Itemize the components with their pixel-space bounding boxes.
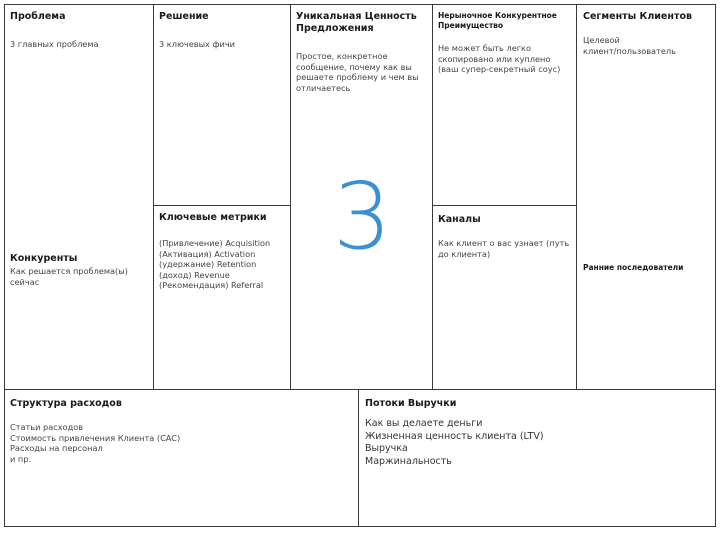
cost-structure-block: [4, 389, 360, 527]
competitors-text: Как решается проблема(ы) сейчас: [10, 266, 128, 287]
revenue-streams-title: Потоки Выручки: [365, 398, 457, 409]
unfair-advantage-title: Нерыночное Конкурентное Преимущество: [438, 11, 557, 30]
unfair-advantage-block: [432, 4, 578, 207]
early-adopters-title: Ранние последователи: [583, 263, 684, 272]
unfair-advantage-text: Не может быть легко скопировано или куплено (ваш супер-секретный соус): [438, 43, 561, 74]
revenue-streams-text: Как вы делаете деньги Жизненная ценность клиента (LTV) Выручка Маржинальность: [365, 418, 544, 467]
customer-segments-block: [576, 4, 716, 391]
customer-segments-title: Сегменты Клиентов: [583, 11, 692, 22]
uvp-block: [290, 4, 434, 391]
problem-block: [4, 4, 154, 391]
channels-block: [432, 205, 578, 391]
revenue-streams-block: [358, 389, 716, 527]
solution-title: Решение: [159, 11, 209, 22]
uvp-number: 3: [333, 163, 392, 270]
key-metrics-title: Ключевые метрики: [159, 212, 267, 223]
problem-title: Проблема: [10, 11, 66, 22]
solution-text: 3 ключевых фичи: [159, 39, 235, 49]
uvp-title: Уникальная Ценность Предложения: [296, 11, 417, 34]
channels-title: Каналы: [438, 214, 481, 225]
customer-segments-text: Целевой клиент/пользователь: [583, 35, 676, 56]
competitors-title: Конкуренты: [10, 253, 78, 264]
solution-block: [153, 4, 292, 207]
uvp-text: Простое, конкретное сообщение, почему как вы решаете проблему и чем вы отличаетесь: [296, 51, 419, 93]
key-metrics-block: [153, 205, 292, 391]
cost-structure-text: Статьи расходов Стоимость привлечения Клиента (CAC) Расходы на персонал и пр.: [10, 422, 181, 464]
cost-structure-title: Структура расходов: [10, 398, 122, 409]
problem-text: 3 главных проблема: [10, 39, 99, 49]
key-metrics-text: (Привлечение) Acquisition (Активация) Activation (удержание) Retention (доход) Revenue (Рекомендация) Referral: [159, 238, 271, 290]
channels-text: Как клиент о вас узнает (путь до клиента): [438, 238, 570, 259]
